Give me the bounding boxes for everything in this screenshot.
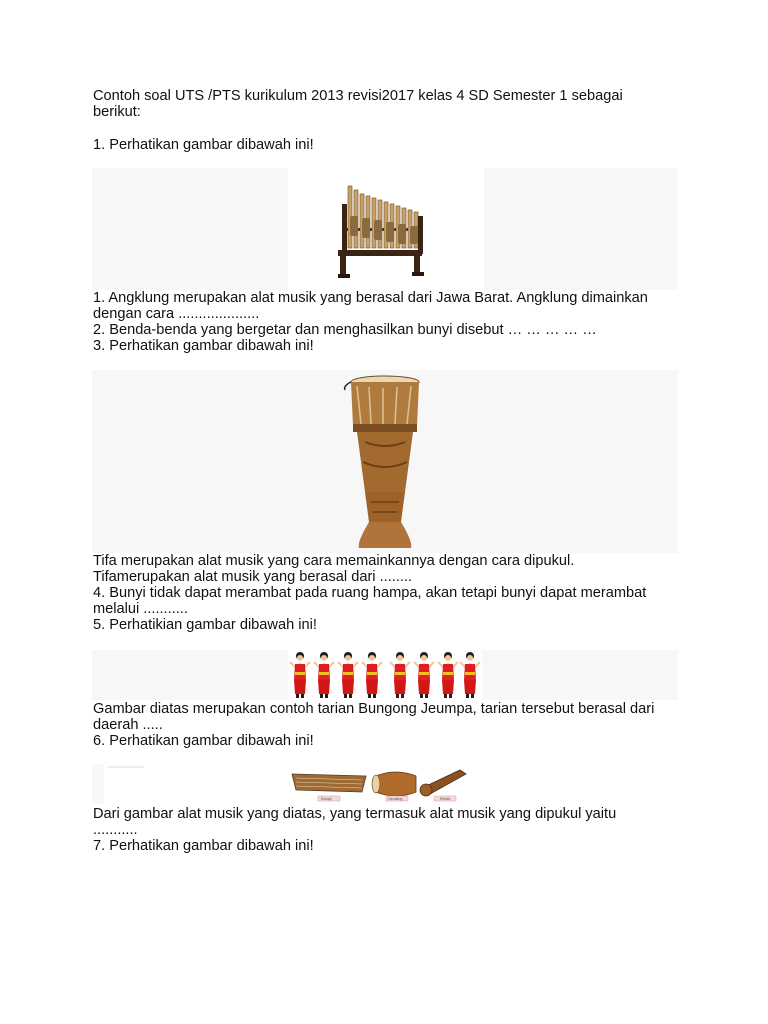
question-2-prefix: 2. Benda-benda	[93, 322, 197, 338]
label-gendang: Gendang	[388, 797, 403, 801]
question-1-line-1: 1. Angklung merupakan alat musik yang berasal dari Jawa Barat. Angklung dimainkan	[93, 290, 648, 306]
question-3-line-1: Tifa merupakan alat musik yang cara memainkannya dengan cara dipukul.	[93, 553, 575, 569]
question-2-rest: yang bergetar dan menghasilkan bunyi disebut … … … … …	[196, 322, 597, 338]
question-4-line-1: 4. Bunyi tidak dapat merambat pada ruang hampa, akan tetapi bunyi dapat merambat	[93, 585, 647, 601]
question-4-line-2: melalui ...........	[93, 601, 188, 617]
question-6-instruction: 6. Perhatikan gambar dibawah ini!	[93, 733, 314, 749]
intro-line-1: Contoh soal UTS /PTS kurikulum 2013 revisi2017 kelas 4 SD Semester 1 sebagai	[93, 88, 623, 104]
label-kecapi: Kecapi	[321, 797, 332, 801]
question-1-line-2: dengan cara ....................	[93, 306, 260, 322]
label-rebab: Rebab	[440, 797, 451, 801]
question-5-instruction: 5. Perhatikian gambar dibawah ini!	[93, 617, 317, 633]
question-6-line-2: ...........	[93, 822, 138, 838]
intro-line-2: berikut:	[93, 104, 141, 120]
question-6-line-1: Dari gambar alat musik yang diatas, yang termasuk alat musik yang dipukul yaitu	[93, 806, 617, 822]
angklung-image	[288, 168, 484, 290]
instruments-image	[104, 764, 678, 804]
question-3-instruction: 3. Perhatikan gambar dibawah ini!	[93, 338, 314, 354]
dancers-image	[288, 650, 482, 700]
question-5-line-2: daerah .....	[93, 717, 163, 733]
question-2	[93, 322, 597, 338]
question-5-line-1: Gambar diatas merupakan contoh tarian Bungong Jeumpa, tarian tersebut berasal dari	[93, 701, 655, 717]
tifa-image	[335, 372, 435, 552]
question-3-line-2: Tifamerupakan alat musik yang berasal dari ........	[93, 569, 413, 585]
question-7-instruction: 7. Perhatikan gambar dibawah ini!	[93, 838, 314, 854]
question-1-instruction: 1. Perhatikan gambar dibawah ini!	[93, 137, 314, 153]
